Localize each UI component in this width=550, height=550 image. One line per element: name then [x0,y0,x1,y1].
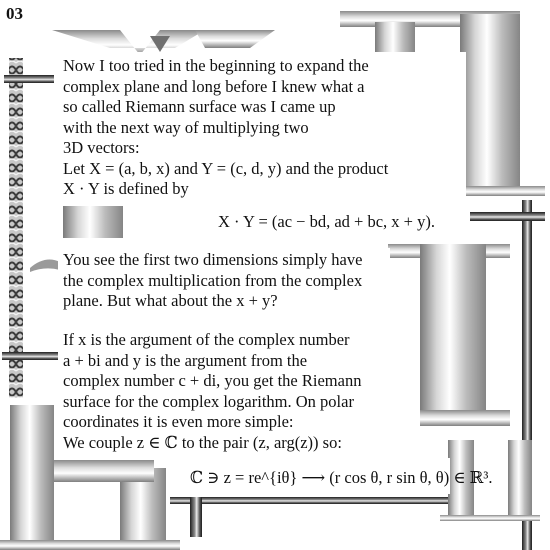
riemann-text-block [63,330,463,453]
page-number: 03 [6,4,23,23]
paragraph-complex: You see the first two dimensions simply have the complex multiplication from the complex plane. But what about the x + y? [63,250,363,310]
paragraph-intro: Now I too tried in the beginning to expand the complex plane and long before I knew what a so called Riemann surface was I came up with the next way of multiplying two 3D vectors: Let X = (a, b, x) and Y = (c, d, y) and the product X · Y is defined by [63,56,389,198]
equation-polar: ℂ ∋ z = re^{iθ} ⟶ (r cos θ, r sin θ, θ) ∈ ℝ³. [190,468,493,487]
paragraph-riemann: If x is the argument of the complex number a + bi and y is the argument from the complex number c + di, you get the Riemann surface for the complex logarithm. On polar coordinates it is even more simple: We couple z ∈ ℂ to the pair (z, arg(z)) so: [63,330,362,452]
intro-text-block [63,56,463,200]
equation-product: X · Y = (ac − bd, ad + bc, x + y). [218,212,435,231]
complex-text-block [63,250,463,312]
